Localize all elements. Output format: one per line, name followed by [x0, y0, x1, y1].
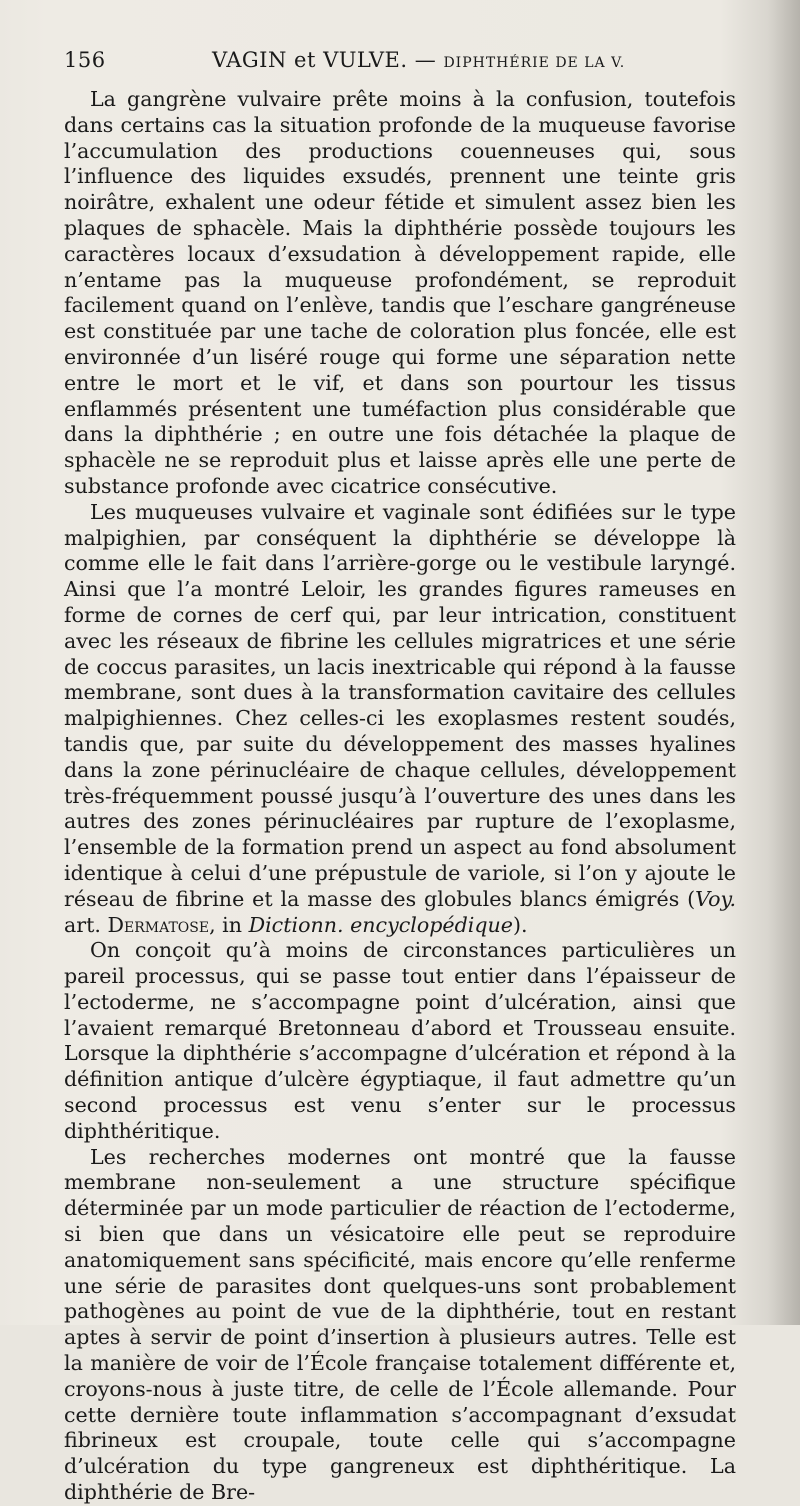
paragraph-1: La gangrène vulvaire prête moins à la confusion, toutefois dans certains cas la situation profonde de la muqueuse favorise l’accumulation des productions couenneuses qui, sous l’influence des liquides exsudés, prennent une teinte gris noirâtre, exhalent une odeur fétide et simulent assez bien les plaques de sphacèle. Mais la diphthérie possède toujours les caractères locaux d’exsudation à développement rapide, elle n’entame pas la muqueuse profondément, se reproduit facilement quand on l’enlève, tandis que l’eschare gangréneuse est constituée par une tache de coloration plus foncée, elle est environnée d’un liséré rouge qui forme une séparation nette entre le mort et le vif, et dans son pourtour les tissus enflammés présentent une tuméfaction plus considérable que dans la diphthérie ; en outre une fois détachée la plaque de sphacèle ne se reproduit plus et laisse après elle une perte de substance profonde avec cicatrice consécutive.: [64, 87, 736, 498]
paragraph-2-text: Les muqueuses vulvaire et vaginale sont édifiées sur le type malpighien, par conséquent la diphthérie se développe là comme elle le fait dans l’arrière-gorge ou le vestibule laryngé. Ainsi que l’a montré Leloir, les grandes figures rameuses en forme de cornes de cerf qui, par leur intrication, constituent avec les réseaux de fibrine les cellules migratrices et une série de coccus parasites, un lacis inextricable qui répond à la fausse membrane, sont dues à la transformation cavitaire des cellules malpighiennes. Chez celles-ci les exoplasmes restent soudés, tandis que, par suite du développement des masses hyalines dans la zone périnucléaire de chaque cellules, développement très-fréquemment poussé jusqu’à l’ouverture des unes dans les autres des zones périnucléaires par rupture de l’exoplasme, l’ensemble de la formation prend un aspect au fond absolument identique à celui d’une prépustule de variole, si l’on y ajoute le réseau de fibrine et la masse des globules blancs émigrés (: [64, 499, 736, 911]
running-head-section: DIPHTHÉRIE DE LA V.: [443, 55, 626, 71]
paragraph-3: On conçoit qu’à moins de circonstances particulières un pareil processus, qui se passe tout entier dans l’épaisseur de l’ectoderme, ne s’accompagne point d’ulcération, ainsi que l’avaient remarqué Bretonneau d’abord et Trousseau ensuite. Lorsque la diphthérie s’accompagne d’ulcération et répond à la définition antique d’ulcère égyptiaque, il faut admettre qu’un second processus est venu s’enter sur le processus diphthéritique.: [64, 938, 736, 1143]
running-head: [204, 48, 736, 72]
reference-voy: Voy.: [695, 886, 736, 911]
reference-in: , in: [209, 912, 249, 937]
paragraph-2: [64, 500, 736, 939]
reference-art: art.: [64, 912, 108, 937]
reference-dictionnaire: Dictionn. encyclopédique: [248, 912, 513, 937]
body-text: [64, 87, 736, 1506]
page-number: 156: [64, 48, 106, 72]
running-head-title: VAGIN et VULVE.: [212, 48, 408, 72]
reference-close: ).: [513, 912, 528, 937]
paragraph-4: Les recherches modernes ont montré que la fausse membrane non-seulement a une structure spécifique déterminée par un mode particulier de réaction de l’ectoderme, si bien que dans un vésicatoire elle peut se reproduire anatomiquement sans spécificité, mais encore qu’elle renferme une série de parasites dont quelques-uns sont probablement pathogènes au point de vue de la diphthérie, tout en restant aptes à servir de point d’insertion à plusieurs autres. Telle est la manière de voir de l’École française totalement différente et, croyons-nous à juste titre, de celle de l’École allemande. Pour cette dernière toute inflammation s’accompagnant d’exsudat fibrineux est croupale, toute celle qui s’accompagne d’ulcération du type gangreneux est diphthéritique. La diphthérie de Bre-: [64, 1144, 736, 1505]
running-head-dash: —: [414, 48, 437, 72]
page-header: [64, 48, 736, 80]
reference-dermatose: Dermatose: [107, 912, 210, 937]
